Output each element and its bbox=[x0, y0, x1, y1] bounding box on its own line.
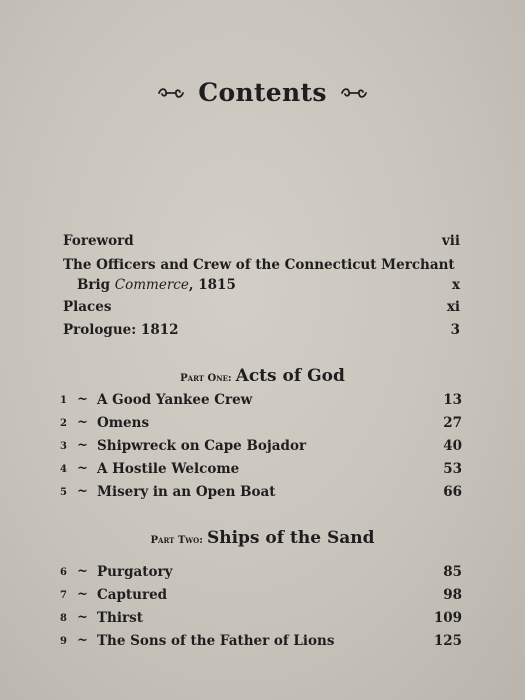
toc-entry-label: Places bbox=[63, 299, 112, 315]
toc-page-number: 13 bbox=[443, 392, 462, 408]
chapter-number: 1 bbox=[60, 395, 67, 406]
label-prefix: Brig bbox=[77, 277, 115, 293]
toc-entry-officers-crew-continued[interactable] bbox=[63, 277, 460, 297]
part-two-heading bbox=[0, 528, 525, 548]
chapter-number: 9 bbox=[60, 636, 67, 647]
chapter-number: 2 bbox=[60, 418, 67, 429]
toc-chapter[interactable] bbox=[60, 461, 462, 481]
tilde-separator: ~ bbox=[77, 415, 88, 430]
chapter-title: A Good Yankee Crew bbox=[97, 392, 253, 408]
tilde-separator: ~ bbox=[77, 392, 88, 407]
toc-entry-officers-crew[interactable] bbox=[63, 257, 460, 277]
toc-page-number: 3 bbox=[450, 322, 460, 338]
toc-entry-label bbox=[77, 277, 236, 293]
chapter-number: 6 bbox=[60, 567, 67, 578]
tilde-separator: ~ bbox=[77, 587, 88, 602]
toc-entry-label: The Officers and Crew of the Connecticut Merchant bbox=[63, 257, 455, 273]
toc-chapter[interactable] bbox=[60, 564, 462, 584]
part-prefix: Part One: bbox=[180, 373, 232, 384]
chapter-number: 5 bbox=[60, 487, 67, 498]
toc-entry-label: Prologue: 1812 bbox=[63, 322, 179, 338]
tilde-separator: ~ bbox=[77, 484, 88, 499]
toc-page-number: 125 bbox=[433, 633, 462, 649]
chapter-title: Purgatory bbox=[97, 564, 173, 580]
part-title: Acts of God bbox=[235, 366, 345, 386]
chapter-title: Misery in an Open Boat bbox=[97, 484, 276, 500]
chapter-title: Captured bbox=[97, 587, 168, 603]
toc-chapter[interactable] bbox=[60, 438, 462, 458]
chapter-number: 3 bbox=[60, 441, 67, 452]
toc-page-number: 27 bbox=[443, 415, 462, 431]
toc-page-number: xi bbox=[446, 299, 460, 315]
chapter-title: The Sons of the Father of Lions bbox=[97, 633, 335, 649]
toc-page-number: 85 bbox=[443, 564, 462, 580]
toc-chapter[interactable] bbox=[60, 610, 462, 630]
chapter-number: 7 bbox=[60, 590, 67, 601]
chapter-title: Shipwreck on Cape Bojador bbox=[97, 438, 307, 454]
tilde-separator: ~ bbox=[77, 633, 88, 648]
toc-entry-foreword[interactable] bbox=[63, 233, 460, 253]
chapter-number: 8 bbox=[60, 613, 67, 624]
toc-page-number: 40 bbox=[443, 438, 462, 454]
part-one-heading bbox=[0, 366, 525, 386]
toc-page-number: x bbox=[451, 277, 460, 293]
chapter-title: Thirst bbox=[97, 610, 143, 626]
chapter-title: A Hostile Welcome bbox=[97, 461, 240, 477]
toc-page-number: 109 bbox=[433, 610, 462, 626]
toc-page-number: 53 bbox=[443, 461, 462, 477]
page-title: Contents bbox=[198, 78, 327, 107]
label-suffix: , 1815 bbox=[188, 277, 236, 293]
tilde-separator: ~ bbox=[77, 610, 88, 625]
toc-chapter[interactable] bbox=[60, 392, 462, 412]
toc-page-number: vii bbox=[441, 233, 460, 249]
tilde-separator: ~ bbox=[77, 438, 88, 453]
toc-chapter[interactable] bbox=[60, 587, 462, 607]
toc-entry-places[interactable] bbox=[63, 299, 460, 319]
toc-page-number: 98 bbox=[443, 587, 462, 603]
part-title: Ships of the Sand bbox=[206, 528, 375, 548]
toc-entry-prologue[interactable] bbox=[63, 322, 460, 342]
toc-page-number: 66 bbox=[443, 484, 462, 500]
chapter-title: Omens bbox=[97, 415, 150, 431]
tilde-separator: ~ bbox=[77, 461, 88, 476]
ship-name: Commerce bbox=[114, 277, 189, 293]
toc-entry-label: Foreword bbox=[63, 233, 134, 249]
contents-heading bbox=[0, 78, 525, 107]
tilde-separator: ~ bbox=[77, 564, 88, 579]
chapter-number: 4 bbox=[60, 464, 67, 475]
toc-chapter[interactable] bbox=[60, 484, 462, 504]
toc-chapter[interactable] bbox=[60, 633, 462, 653]
part-prefix: Part Two: bbox=[150, 535, 203, 546]
scroll-ornament-icon bbox=[157, 87, 185, 99]
scroll-ornament-icon bbox=[340, 87, 368, 99]
toc-chapter[interactable] bbox=[60, 415, 462, 435]
